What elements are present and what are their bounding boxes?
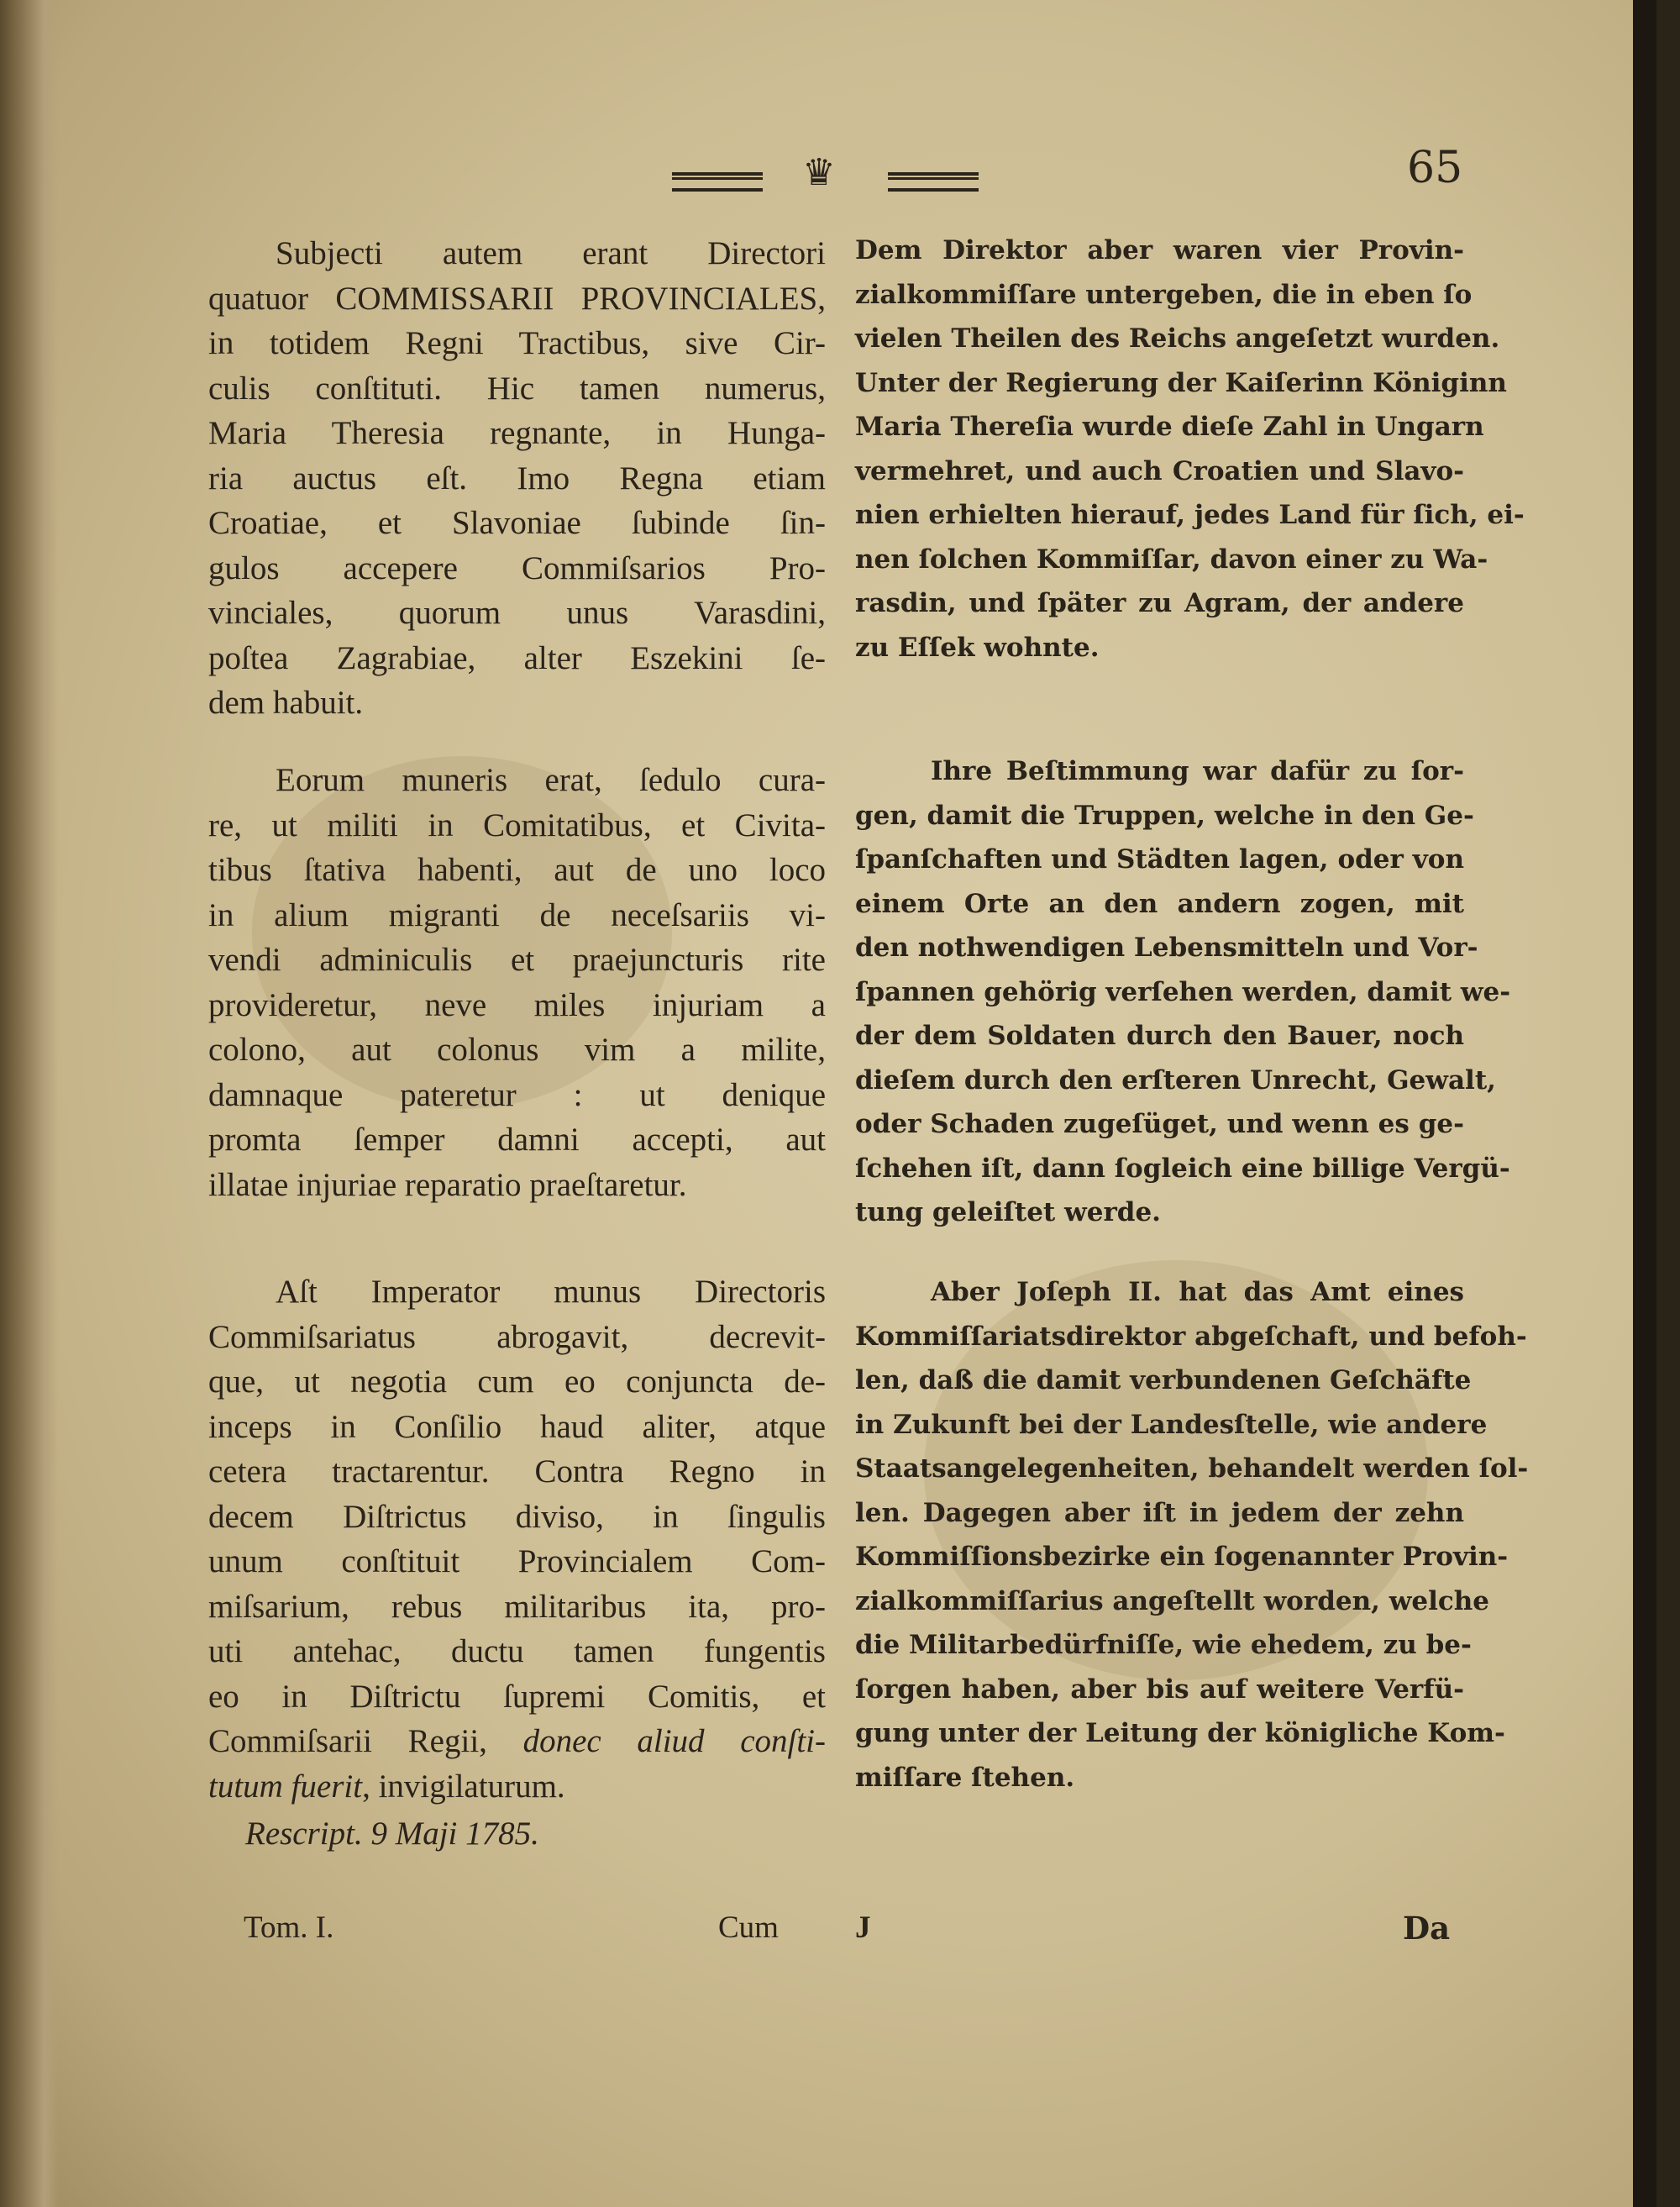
text-line: re, ut militi in Comitatibus, et Civita- (208, 807, 826, 843)
text-line: provideretur, neve miles injuriam a (208, 986, 826, 1023)
german-paragraph-3 (855, 1270, 1529, 1800)
text-line: nien erhielten hierauf, jedes Land für ſich, ei- (855, 500, 1525, 530)
text-line: Staatsangelegenheiten, behandelt werden ſol- (855, 1453, 1529, 1484)
signature-mark-german: J (855, 1910, 871, 1945)
page-edge (1633, 0, 1656, 2207)
signature-mark: Tom. I. (244, 1910, 334, 1945)
german-paragraph-1 (855, 229, 1525, 670)
text-line: vinciales, quorum unus Varasdini, (208, 595, 826, 631)
text-line: miſsarium, rebus militaribus ita, pro- (208, 1588, 826, 1625)
text-line: oder Schaden zugeſüget, und wenn es ge- (855, 1109, 1464, 1139)
latin-citation (208, 1811, 826, 1857)
text-line: damnaque pateretur : ut denique (208, 1076, 826, 1113)
text-line: rasdin, und ſpäter zu Agram, der andere (855, 588, 1464, 618)
text-line: tung geleiſtet werde. (855, 1197, 1161, 1227)
text-line: ria auctus eſt. Imo Regna etiam (208, 460, 826, 497)
text-line: gulos accepere Commiſsarios Pro- (208, 549, 826, 586)
page-number: 65 (1407, 143, 1463, 193)
text-line: einem Orte an den andern zogen, mit (855, 888, 1464, 919)
text-line: zialkommiſſare untergeben, die in eben ſo (855, 279, 1473, 310)
citation-text: Rescript. 9 Maji 1785. (245, 1816, 539, 1852)
text-line: Kommiſſionsbezirke ein ſogenannter Provin- (855, 1542, 1509, 1572)
text-line: len. Dagegen aber iſt in jedem der zehn (855, 1497, 1464, 1528)
text-line: vermehret, und auch Croatien und Slavo- (855, 455, 1464, 486)
text-line: nen ſolchen Kommiſſar, davon einer zu Wa- (855, 544, 1488, 575)
text-line: len, daß die damit verbundenen Geſchäfte (855, 1365, 1472, 1395)
text-line: zialkommiſſarius angeſtellt worden, welche (855, 1585, 1490, 1616)
text-line: Kommiſſariatsdirektor abgeſchaft, und befoh- (855, 1321, 1527, 1352)
text-line: Ihre Beſtimmung war dafür zu ſor- (931, 756, 1464, 786)
text-line: gung unter der Leitung der königliche Kom- (855, 1718, 1505, 1748)
crown-ornament-icon: ♛ (802, 151, 836, 194)
text-line: decem Diſtrictus diviso, in ſingulis (208, 1498, 826, 1535)
text-line: inceps in Conſilio haud aliter, atque (208, 1408, 826, 1445)
text-line: in Zukunft bei der Landesſtelle, wie andere (855, 1409, 1488, 1440)
text-line: Maria Thereſia wurde dieſe Zahl in Ungarn (855, 412, 1484, 442)
text-line: miſſare ſtehen. (855, 1762, 1075, 1793)
text-line: zu Eſſek wohnte. (855, 632, 1100, 663)
text-line: Unter der Regierung der Kaiſerinn Königinn (855, 367, 1507, 398)
text-line: Commiſsarii Regii, donec aliud conſti- (208, 1723, 826, 1759)
text-line: dieſem durch den erſteren Unrecht, Gewalt, (855, 1064, 1496, 1096)
text-line: Aber Joſeph II. hat das Amt eines (931, 1277, 1464, 1307)
text-line: die Militarbedürfniſſe, wie ehedem, zu be- (855, 1630, 1472, 1660)
german-paragraph-2 (855, 749, 1511, 1235)
text-line: vendi adminiculis et praejuncturis rite (208, 942, 826, 978)
catchword-german: Da (1403, 1910, 1451, 1947)
text-line: Dem Direktor aber waren vier Provin- (855, 235, 1464, 265)
text-line: poſtea Zagrabiae, alter Eszekini ſe- (208, 639, 826, 676)
text-line: vielen Theilen des Reichs angeſetzt wurden. (855, 323, 1500, 354)
text-line: ſpannen gehörig verſehen werden, damit we- (855, 976, 1511, 1007)
text-line: den nothwendigen Lebensmitteln und Vor- (855, 933, 1478, 963)
text-line: culis conſtituti. Hic tamen numerus, (208, 370, 826, 407)
text-line: der dem Soldaten durch den Bauer, noch (855, 1021, 1464, 1051)
text-line: unum conſtituit Provincialem Com- (208, 1543, 826, 1579)
text-line: Aſt Imperator munus Directoris (276, 1274, 826, 1310)
text-line: que, ut negotia cum eo conjuncta de- (208, 1364, 826, 1400)
latin-paragraph-3 (208, 1269, 826, 1809)
text-line: eo in Diſtrictu ſupremi Comitis, et (208, 1678, 826, 1715)
text-line: ſchehen iſt, dann ſogleich eine billige Vergü- (855, 1153, 1510, 1184)
text-line: in alium migranti de neceſsariis vi- (208, 896, 826, 933)
header-rule-left (672, 172, 763, 192)
text-line: Eorum muneris erat, ſedulo cura- (276, 762, 826, 798)
text-line: Commiſsariatus abrogavit, decrevit- (208, 1318, 826, 1355)
text-line: tibus ſtativa habenti, aut de uno loco (208, 852, 826, 888)
text-line: gen, damit die Truppen, welche in den Ge- (855, 800, 1474, 831)
header-rule-right (888, 172, 979, 192)
text-line: dem habuit. (208, 685, 364, 721)
text-line: ſorgen haben, aber bis auf weitere Verfü- (855, 1674, 1464, 1705)
text-line: Subjecti autem erant Directori (276, 235, 826, 271)
text-line: cetera tractarentur. Contra Regno in (208, 1453, 826, 1490)
text-line: tutum fuerit, invigilaturum. (208, 1768, 565, 1805)
text-line: uti antehac, ductu tamen fungentis (208, 1633, 826, 1669)
latin-paragraph-1 (208, 231, 826, 726)
text-line: Croatiae, et Slavoniae ſubinde ſin- (208, 505, 826, 541)
page-gutter (0, 0, 59, 2207)
text-line: in totidem Regni Tractibus, sive Cir- (208, 325, 826, 361)
text-line: colono, aut colonus vim a milite, (208, 1032, 826, 1068)
text-line: quatuor COMMISSARII PROVINCIALES, (208, 280, 826, 317)
text-line: ſpanſchaften und Städten lagen, oder von (855, 844, 1464, 875)
text-line: promta ſemper damni accepti, aut (208, 1122, 826, 1158)
latin-paragraph-2 (208, 758, 826, 1207)
text-line: Maria Theresia regnante, in Hunga- (208, 415, 826, 451)
catchword-latin: Cum (718, 1910, 779, 1945)
text-line: illatae injuriae reparatio praeſtaretur. (208, 1166, 687, 1203)
